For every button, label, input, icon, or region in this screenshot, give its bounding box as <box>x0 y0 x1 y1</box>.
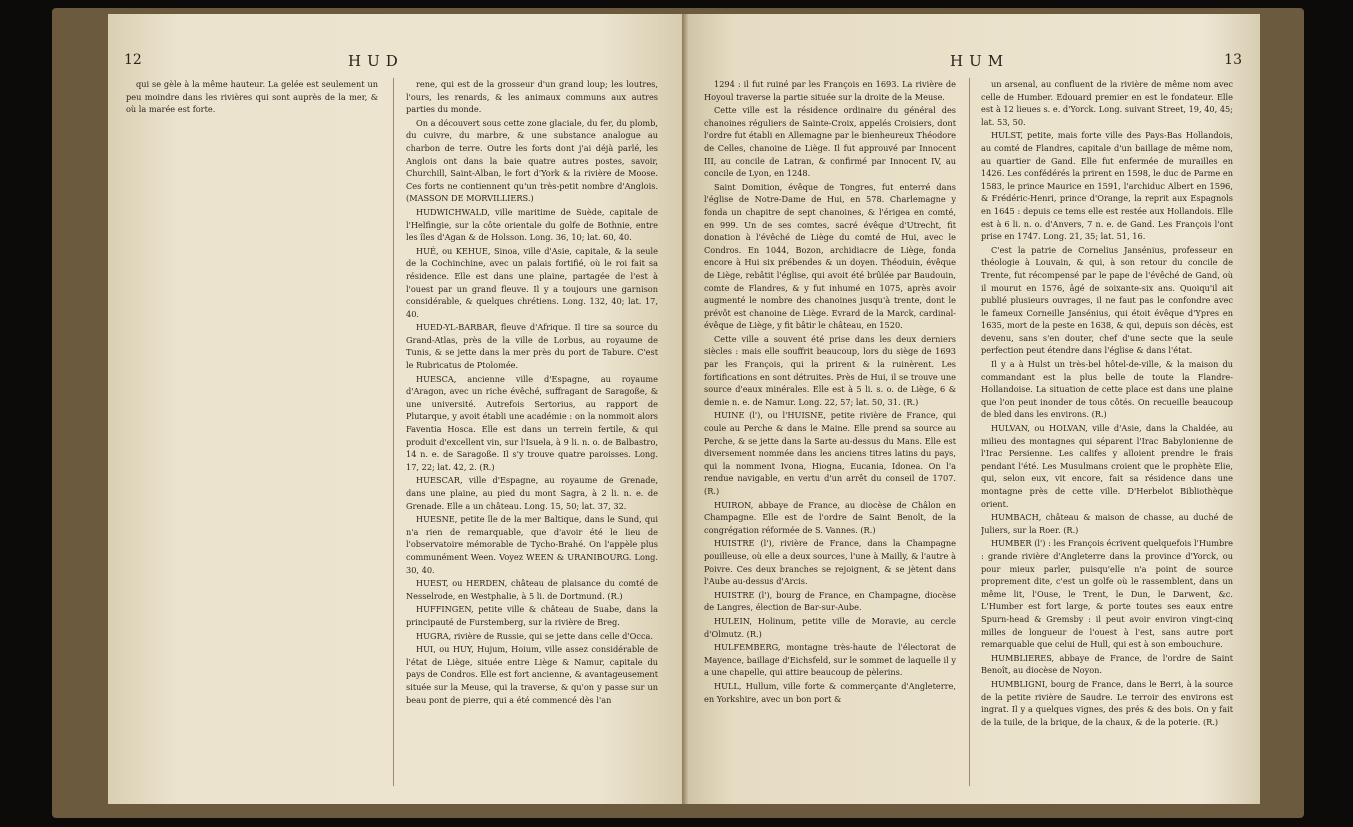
right-page <box>688 14 1260 804</box>
paragraph: HULVAN, ou HOLVAN, ville d'Asie, dans la Chaldée, au milieu des montagnes qui séparent l'Irac Babylonienne de l'Irac Persienne. Les califes y alloient prendre le frais pendant l'été. Les Musulmans croient que le prophète Elie, qui, selon eux, vit encore, fait sa résidence dans une montagne près de cette ville. D'Herbelot Bibliothèque orient. <box>981 423 1233 509</box>
paragraph: rene, qui est de la grosseur d'un grand loup; les loutres, l'ours, les renards, & les animaux communs aux autres parties du monde. <box>406 79 658 115</box>
paragraph: On a découvert sous cette zone glaciale, du fer, du plomb, du cuivre, du marbre, & une substance analogue au charbon de terre. Outre les forts dont j'ai déjà parlé, les Anglois ont dans la baie quatre autres postes, savoir, Churchill, Saint-Alban, le fort d'York & la rivière de Moose. Ces forts ne contiennent qu'un très-petit nombre d'Anglois. (MASSON DE MORVILLIERS.) <box>406 117 658 204</box>
paragraph: HUESCA, ancienne ville d'Espagne, au royaume d'Aragon, avec un riche évêché, suffragant de Saragoße, & une université. Autrefois Sertorius, au rapport de Plutarque, y avoit établi une académie : on la nommoit alors Faventia Hosca. Elle est dans un terrein fertile, & qui produit d'excellent vin, sur l'Isuela, à 9 li. n. o. de Balbastro, 14 n. e. de Saragoße. Il s'y trouve quatre paroisses. Long. 17, 22; lat. 42, 2. (R.) <box>406 373 658 472</box>
paragraph: HUÉ, ou KEHUE, Sinoa, ville d'Asie, capitale, & la seule de la Cochinchine, avec un palais fortifié, où le roi fait sa résidence. Elle est dans une plaine, partagée de l'est à l'ouest par un grand fleuve. Il y a toujours une garnison considérable, & quelques chrétiens. Long. 132, 40; lat. 17, 40. <box>406 245 658 319</box>
left-column-1 <box>126 78 378 788</box>
paragraph: HUESNE, petite île de la mer Baltique, dans le Sund, qui n'a rien de remarquable, que d'avoir été le lieu de l'observatoire mémorable de Tycho-Brahé. On l'appèle plus communément Ween. Voyez WEEN & URANIBOURG. Long. 30, 40. <box>406 514 658 575</box>
paragraph: HULST, petite, mais forte ville des Pays-Bas Hollandois, au comté de Flandres, capitale d'un baillage de même nom, au quartier de Gand. Elle fut enfermée de murailles en 1426. Les confédérés la prirent en 1598, le duc de Parme en 1583, le prince Maurice en 1591, l'archiduc Albert en 1596, & Frédéric-Henri, prince d'Orange, la reprit aux Espagnols en 1645 : depuis ce tems elle est restée aux Hollandois. Elle est à 6 li. n. o. d'Anvers, 7 n. e. de Gand. Les François l'ont prise en 1747. Long. 21, 35; lat. 51, 16. <box>981 130 1233 242</box>
paragraph: HUIRON, abbaye de France, au diocèse de Châlon en Champagne. Elle est de l'ordre de Saint Benoît, de la congrégation réformée de S. Vannes. (R.) <box>704 499 956 535</box>
left-page-number: 12 <box>124 52 142 68</box>
paragraph: un arsenal, au confluent de la rivière de même nom avec celle de Humber. Edouard premier en est le fondateur. Elle est à 12 lieues s. e. d'Yorck. Long. suivant Street, 19, 40, 45; lat. 53, 50. <box>981 79 1233 127</box>
right-column-1 <box>704 78 956 788</box>
paragraph: HUISTRE (l'), bourg de France, en Champagne, diocèse de Langres, élection de Bar-sur-Aube. <box>704 589 956 613</box>
paragraph: Cette ville a souvent été prise dans les deux derniers siècles : mais elle souffrit beaucoup, lors du siège de 1693 par les François, qui la prirent & la ruinèrent. Les fortifications en sont détruites. Près de Hui, il se trouve une source d'eaux minérales. Elle est à 5 li. s. o. de Liège, 6 & demie n. e. de Namur. Long. 22, 57; lat. 50, 31. (R.) <box>704 333 956 407</box>
paragraph: HULFEMBERG, montagne très-haute de l'électorat de Mayence, baillage d'Eichsfeld, sur le sommet de laquelle il y a une chapelle, qui attire beaucoup de pèlerins. <box>704 642 956 678</box>
paragraph: HUED-YL-BARBAR, fleuve d'Afrique. Il tire sa source du Grand-Atlas, près de la ville de Lorbus, au royaume de Tunis, & se jette dans la mer près du port de Tabure. C'est le Rubricatus de Ptolomée. <box>406 322 658 371</box>
paragraph: HUMBLIGNI, bourg de France, dans le Berri, à la source de la petite rivière de Saudre. Le terroir des environs est ingrat. Il y a quelques vignes, des prés & des bois. On y fait de la tuile, de la brique, de la chaux, & de la poterie. (R.) <box>981 678 1233 727</box>
paragraph: HUMBLIERES, abbaye de France, de l'ordre de Saint Benoît, au diocèse de Noyon. <box>981 652 1233 676</box>
right-page-number: 13 <box>1224 52 1242 68</box>
paragraph: HUMBACH, château & maison de chasse, au duché de Juliers, sur la Roer. (R.) <box>981 512 1233 535</box>
paragraph: Cette ville est la résidence ordinaire du général des chanoines réguliers de Sainte-Croix, appelés Croisiers, dont l'ordre fut établi en Allemagne par le bienheureux Théodore de Celles, chanoine de Liège. Il fut approuvé par Innocent III, au concile de Latran, & confirmé par Innocent IV, au concile de Lyon, en 1248. <box>704 105 956 179</box>
left-column-2 <box>406 78 658 788</box>
paragraph: 1294 : il fut ruiné par les François en 1693. La rivière de Hoyoul traverse la partie située sur la droite de la Meuse. <box>704 79 956 102</box>
paragraph: HUESCAR, ville d'Espagne, au royaume de Grenade, dans une plaine, au pied du mont Sagra, à 2 li. n. e. de Grenade. Elle a un château. Long. 15, 50; lat. 37, 32. <box>406 475 658 511</box>
paragraph: HUGRA, rivière de Russie, qui se jette dans celle d'Occa. <box>416 630 654 641</box>
left-page <box>108 14 686 804</box>
paragraph: HULEIN, Holinum, petite ville de Moravie, au cercle d'Olmutz. (R.) <box>704 615 956 639</box>
right-column-2 <box>981 78 1233 788</box>
right-running-head: HUM <box>950 52 1010 70</box>
right-page-header <box>688 52 1260 74</box>
paragraph: HUINE (l'), ou l'HUISNE, petite rivière de France, qui coule au Perche & dans le Maine. Elle prend sa source au Perche, & se jette dans la Sarte au-dessus du Mans. Elle est diversement nommée dans les anciens titres latins du pays, qui la nomment Ivona, Hiogna, Eucania, Idonea. On l'a rendue navigable, en vertu d'un arrêt du conseil de 1707. (R.) <box>704 410 956 496</box>
paragraph: qui se gèle à la même hauteur. La gelée est seulement un peu moindre dans les rivières qui sont auprès de la mer, & où la marée est forte. <box>126 79 378 115</box>
left-page-header <box>108 52 686 74</box>
paragraph: HUDWICHWALD, ville maritime de Suède, capitale de l'Helfingie, sur la côte orientale du golfe de Bothnie, entre les îles d'Agan & de Holsson. Long. 36, 10; lat. 60, 40. <box>406 206 658 243</box>
column-divider <box>969 78 970 786</box>
paragraph: HULL, Hullum, ville forte & commerçante d'Angleterre, en Yorkshire, avec un bon port & <box>704 680 956 704</box>
paragraph: HUI, ou HUY, Hujum, Hoium, ville assez considérable de l'état de Liège, située entre Liège & Namur, capitale du pays de Condros. Elle est fort ancienne, & avantageusement située sur la Meuse, qui la traverse, & qu'on y passe sur un beau pont de pierre, qui a été commencé dès l'an <box>406 644 658 705</box>
paragraph: HUISTRE (l'), rivière de France, dans la Champagne pouilleuse, où elle a deux sources, l'une à Mailly, & l'autre à Poivre. Ces deux branches se rejoignent, & se jètent dans l'Aube au-dessus d'Arcis. <box>704 538 956 587</box>
paragraph: HUEST, ou HERDEN, château de plaisance du comté de Nesselrode, en Westphalie, à 5 li. de Dortmund. (R.) <box>406 578 658 601</box>
paragraph: HUMBER (l') : les François écrivent quelquefois l'Humbre : grande rivière d'Angleterre dans la province d'Yorck, ou pour mieux parler, puisqu'elle n'a point de source proprement dite, c'est un golfe où le rassemblent, dans un même lit, l'Ouse, le Trent, le Dun, le Darwent, &c. L'Humber est fort large, & porte toutes ses eaux entre Spurn-head & Gremsby : il peut avoir environ vingt-cinq milles de longueur de l'ouest à l'est, sans autre port remarquable que celui de Hull, qui est à son embouchure. <box>981 538 1233 650</box>
paragraph: Il y a à Hulst un très-bel hôtel-de-ville, & la maison du commandant est la plus belle de toute la Flandre-Hollandoise. La situation de cette place est dans une plaine que l'on peut inonder de tous côtés. On recueille beaucoup de bled dans les environs. (R.) <box>981 359 1233 420</box>
column-divider <box>393 78 394 786</box>
paragraph: HUFFINGEN, petite ville & château de Suabe, dans la principauté de Furstemberg, sur la rivière de Breg. <box>406 604 658 627</box>
paragraph: Saint Domition, évêque de Tongres, fut enterré dans l'église de Notre-Dame de Hui, en 578. Charlemagne y fonda un chapitre de sept chanoines, & l'érigea en comté, en 999. Un de ses comtes, sacré évêque d'Utrecht, fit donation à l'évêché de Liège du comté de Hui, avec le Condros. En 1044, Bozon, archidiacre de Liège, fonda encore à Hui six prébendes & un doyen. Théoduin, évêque de Liège, rebâtit l'église, qui avoit été brûlée par Baudouin, comte de Flandres, & y fut inhumé en 1075, après avoir augmenté le nombre des chanoines jusqu'à trente, dont le prévôt est chanoine de Liège. Evrard de la Marck, cardinal-évêque de Liège, y fit bâtir le château, en 1520. <box>704 181 956 331</box>
left-running-head: HUD <box>348 52 404 70</box>
paragraph: C'est la patrie de Cornelius Jansénius, professeur en théologie à Louvain, & qui, à son retour du concile de Trente, fut récompensé par le pape de l'évêché de Gand, où il mourut en 1576, âgé de soixante-six ans. Quoiqu'il ait publié plusieurs ouvrages, il ne faut pas le confondre avec le fameux Corneille Jansénius, qui étoit évêque d'Ypres en 1635, mort de la peste en 1638, & qui, depuis son décès, est devenu, sans s'en douter, chef d'une secte que la seule perfection peut étendre dans l'église & dans l'état. <box>981 244 1233 356</box>
